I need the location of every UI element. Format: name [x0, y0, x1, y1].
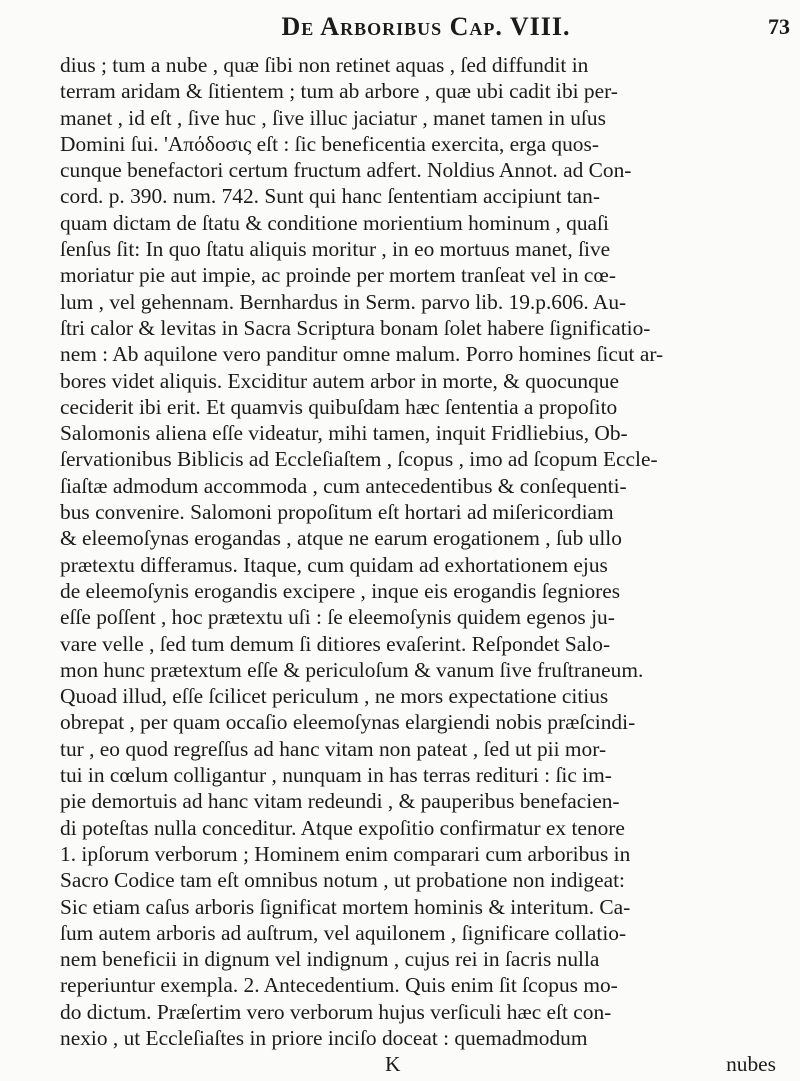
text-line: do dictum. Præſertim vero verborum hujus verſiculi hæc eſt con- — [60, 999, 612, 1024]
body-text — [60, 52, 790, 1078]
text-line: nexio , ut Eccleſiaſtes in priore inciſo doceat : quemadmodum — [60, 1025, 588, 1050]
text-line: Sacro Codice tam eſt omnibus notum , ut probatione non indigeat: — [60, 868, 625, 893]
page-header — [62, 12, 790, 48]
text-line: terram aridam & ſitientem ; tum ab arbore , quæ ubi cadit ibi per- — [60, 79, 618, 104]
text-line: Sic etiam caſus arboris ſignificat mortem hominis & interitum. Ca- — [60, 894, 631, 919]
text-line: pie demortuis ad hanc vitam redeundi , & pauperibus benefacien- — [60, 789, 620, 814]
text-line: Salomonis aliena eſſe videatur, mihi tamen, inquit Fridliebius, Ob- — [60, 421, 628, 446]
text-line: & eleemoſynas erogandas , atque ne earum erogationem , ſub ullo — [60, 526, 622, 551]
text-line: di poteſtas nulla conceditur. Atque expoſitio confirmatur ex tenore — [60, 815, 625, 840]
text-line: manet , id eſt , ſive huc , ſive illuc jaciatur , manet tamen in uſus — [60, 105, 606, 130]
text-line: mon hunc prætextum eſſe & periculoſum & vanum ſive fruſtraneum. — [60, 657, 644, 682]
text-line: tui in cœlum colligantur , nunquam in has terras redituri : ſic im- — [60, 763, 612, 788]
text-line: quam dictam de ſtatu & conditione morientium hominum , quaſi — [60, 210, 609, 235]
footer-line — [60, 1051, 790, 1077]
text-line: lum , vel gehennam. Bernhardus in Serm. parvo lib. 19.p.606. Au- — [60, 289, 627, 314]
running-head: De Arboribus Cap. VIII. — [281, 12, 571, 41]
text-line: reperiuntur exempla. 2. Antecedentium. Quis enim ſit ſcopus mo- — [60, 973, 618, 998]
catchword: nubes — [726, 1052, 776, 1077]
text-line: ceciderit ibi erit. Et quamvis quibuſdam hæc ſententia a propoſito — [60, 394, 618, 419]
text-line: ſenſus ſit: In quo ſtatu aliquis moritur , in eo mortuus manet, ſive — [60, 237, 611, 262]
text-line: obrepat , per quam occaſio eleemoſynas elargiendi nobis præſcindi- — [60, 710, 636, 735]
text-line: Domini ſui. 'Aπόδοσις eſt : ſic beneficentia exercita, erga quos- — [60, 131, 599, 156]
text-line: prætextu differamus. Itaque, cum quidam ad exhortationem ejus — [60, 552, 608, 577]
text-line: nem beneficii in dignum vel indignum , cujus rei in ſacris nulla — [60, 947, 600, 972]
page-number: 73 — [768, 14, 790, 39]
text-line: de eleemoſynis erogandis excipere , inque eis erogandis ſegniores — [60, 578, 621, 603]
text-line: eſſe poſſent , hoc prætextu uſi : ſe eleemoſynis quidem egenos ju- — [60, 605, 615, 630]
text-line: cunque benefactori certum fructum adfert. Noldius Annot. ad Con- — [60, 158, 632, 183]
text-line: bores videt aliquis. Exciditur autem arbor in morte, & quocunque — [60, 368, 619, 393]
text-line: tur , eo quod regreſſus ad hanc vitam non pateat , ſed ut pii mor- — [60, 736, 607, 761]
text-line: vare velle , ſed tum demum ſi ditiores evaſerint. Reſpondet Salo- — [60, 631, 611, 656]
text-line: cord. p. 390. num. 742. Sunt qui hanc ſententiam accipiunt tan- — [60, 184, 600, 209]
text-line: bus convenire. Salomoni propoſitum eſt hortari ad miſericordiam — [60, 500, 614, 525]
text-line: dius ; tum a nube , quæ ſibi non retinet aquas , ſed diffundit in — [60, 53, 589, 77]
text-line: ſiaſtæ admodum accommoda , cum antecedentibus & conſequenti- — [60, 473, 627, 498]
text-line: moriatur pie aut impie, ac proinde per mortem tranſeat vel in cœ- — [60, 263, 616, 288]
text-line: ſtri calor & levitas in Sacra Scriptura bonam ſolet habere ſignificatio- — [60, 315, 651, 340]
text-line: ſervationibus Biblicis ad Eccleſiaſtem , ſcopus , imo ad ſcopum Eccle- — [60, 447, 658, 472]
text-line: nem : Ab aquilone vero panditur omne malum. Porro homines ſicut ar- — [60, 342, 664, 367]
signature-mark: K — [385, 1052, 401, 1077]
text-line: ſum autem arboris ad auſtrum, vel aquilonem , ſignificare collatio- — [60, 920, 627, 945]
text-line: 1. ipſorum verborum ; Hominem enim comparari cum arboribus in — [60, 841, 631, 866]
text-line: Quoad illud, eſſe ſcilicet periculum , ne mors expectatione citius — [60, 684, 609, 709]
